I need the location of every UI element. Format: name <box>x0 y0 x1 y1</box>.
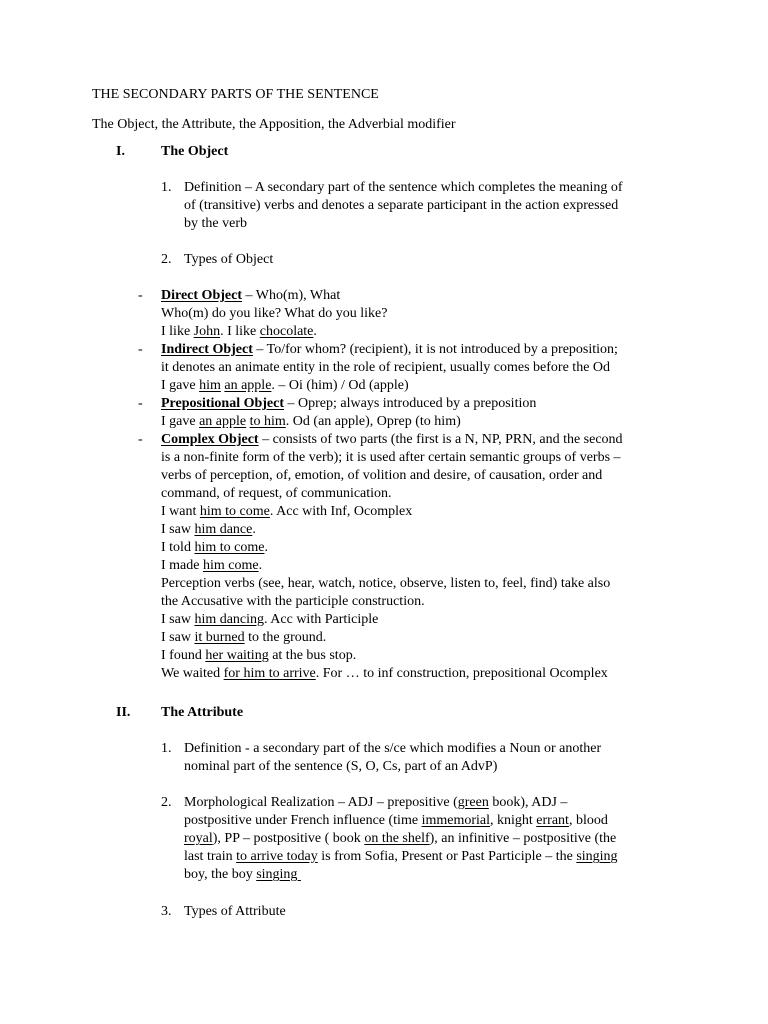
definition-line-2: of (transitive) verbs and denotes a separate participant in the action expressed <box>184 198 619 213</box>
text: I like <box>161 324 194 339</box>
section-1-number: I. <box>116 144 125 159</box>
direct-object-line-2: Who(m) do you like? What do you like? <box>161 306 388 321</box>
prepositional-object-term: Prepositional Object <box>161 396 285 411</box>
text: . <box>258 558 263 573</box>
complex-object-line-3: verbs of perception, of, emotion, of volition and desire, of causation, order and <box>161 468 603 483</box>
example-line <box>161 665 608 683</box>
perception-line-2: the Accusative with the participle construction. <box>161 594 425 609</box>
example-line <box>161 647 356 665</box>
definition-line-3: by the verb <box>184 216 247 231</box>
text: is from Sofia, Present or Past Participle – the <box>317 849 577 864</box>
section-2-number: II. <box>116 705 131 720</box>
text: I saw <box>161 612 195 627</box>
realization-line-1 <box>184 794 567 812</box>
text: I want <box>161 504 200 519</box>
item-1-number: 1. <box>161 741 172 756</box>
text: I told <box>161 540 195 555</box>
example-line <box>161 503 412 521</box>
text: , knight <box>490 813 537 828</box>
attribute-definition-line-2: nominal part of the sentence (S, O, Cs, part of an AdvP) <box>184 759 498 774</box>
realization-line-3 <box>184 830 616 848</box>
bullet-dash: - <box>138 396 143 411</box>
underlined-text: him dance <box>194 522 253 537</box>
direct-object-term: Direct Object <box>161 288 242 303</box>
underlined-text: it burned <box>194 630 245 645</box>
section-2-heading: The Attribute <box>161 705 244 720</box>
text: . Acc with Inf, Ocomplex <box>269 504 413 519</box>
text: I made <box>161 558 203 573</box>
underlined-text: her waiting <box>205 648 269 663</box>
indirect-object-line-2: it denotes an animate entity in the role of recipient, usually comes before the Od <box>161 360 611 375</box>
direct-object-text: – Who(m), What <box>241 288 341 303</box>
text: . <box>252 522 256 537</box>
item-2-number: 2. <box>161 252 172 267</box>
underlined-text: an apple <box>224 378 272 393</box>
text: last train <box>184 849 237 864</box>
underlined-text: him dancing <box>194 612 265 627</box>
document-title: THE SECONDARY PARTS OF THE SENTENCE <box>92 87 379 102</box>
underlined-text: singing <box>256 867 301 882</box>
underlined-text: him come <box>202 558 259 573</box>
text: postpositive under French influence (time <box>184 813 422 828</box>
text: at the bus stop. <box>268 648 357 663</box>
text: , blood <box>568 813 608 828</box>
complex-object-line-4: command, of request, of communication. <box>161 486 392 501</box>
prepositional-object-line-2 <box>161 413 461 431</box>
text: . <box>264 540 268 555</box>
underlined-text: singing <box>576 849 618 864</box>
text: ), PP – postpositive ( book <box>212 831 365 846</box>
indirect-object-line-1 <box>161 341 618 359</box>
text: . Od (an apple), Oprep (to him) <box>285 414 461 429</box>
section-1-heading: The Object <box>161 144 229 159</box>
direct-object-line-3 <box>161 323 317 341</box>
text: – Oprep; always introduced by a preposition <box>284 396 537 411</box>
definition-line-1: Definition – A secondary part of the sentence which completes the meaning of <box>184 180 623 195</box>
realization-line-5 <box>184 866 301 884</box>
text: – consists of two parts (the first is a N, NP, PRN, and the second <box>258 432 623 447</box>
example-line <box>161 611 378 629</box>
item-1-number: 1. <box>161 180 172 195</box>
underlined-text: John <box>193 324 221 339</box>
text: I found <box>161 648 206 663</box>
underlined-text: to him <box>249 414 286 429</box>
underlined-text: to arrive today <box>236 849 318 864</box>
underlined-text: on the shelf <box>364 831 430 846</box>
example-line <box>161 557 262 575</box>
text: I saw <box>161 630 195 645</box>
types-of-attribute: Types of Attribute <box>184 904 286 919</box>
text: Morphological Realization – ADJ – prepositive ( <box>184 795 458 810</box>
bullet-dash: - <box>138 342 143 357</box>
attribute-definition-line-1: Definition - a secondary part of the s/ce which modifies a Noun or another <box>184 741 602 756</box>
complex-object-line-1 <box>161 431 623 449</box>
example-line <box>161 629 326 647</box>
text: – To/for whom? (recipient), it is not introduced by a preposition; <box>252 342 618 357</box>
bullet-dash: - <box>138 288 143 303</box>
text: I gave <box>161 378 200 393</box>
text: I gave <box>161 414 200 429</box>
text: . For … to inf construction, prepositional Ocomplex <box>315 666 608 681</box>
text: . – Oi (him) / Od (apple) <box>271 378 409 393</box>
text: ), an infinitive – postpositive (the <box>429 831 617 846</box>
underlined-text: chocolate <box>259 324 314 339</box>
text: . I like <box>220 324 260 339</box>
complex-object-line-2: is a non-finite form of the verb); it is used after certain semantic groups of verbs – <box>161 450 621 465</box>
underlined-text: him to come <box>199 504 270 519</box>
text: to the ground. <box>244 630 327 645</box>
underlined-text: green <box>457 795 489 810</box>
realization-line-4 <box>184 848 618 866</box>
underlined-text: him to come <box>194 540 265 555</box>
text: . Acc with Participle <box>264 612 379 627</box>
text: book), ADJ – <box>488 795 568 810</box>
text: We waited <box>161 666 224 681</box>
underlined-text: for him to arrive <box>223 666 316 681</box>
indirect-object-term: Indirect Object <box>161 342 253 357</box>
example-line <box>161 539 268 557</box>
text: . <box>313 324 317 339</box>
underlined-text: him <box>199 378 221 393</box>
direct-object-line-1 <box>161 287 340 305</box>
example-line <box>161 521 256 539</box>
item-3-number: 3. <box>161 904 172 919</box>
underlined-text: an apple <box>199 414 247 429</box>
realization-line-2 <box>184 812 608 830</box>
text: boy, the boy <box>184 867 257 882</box>
text: I saw <box>161 522 195 537</box>
complex-object-term: Complex Object <box>161 432 259 447</box>
document-subtitle: The Object, the Attribute, the Apposition, the Adverbial modifier <box>92 117 456 132</box>
underlined-text: errant <box>536 813 569 828</box>
bullet-dash: - <box>138 432 143 447</box>
perception-line-1: Perception verbs (see, hear, watch, notice, observe, listen to, feel, find) take also <box>161 576 611 591</box>
item-2-number: 2. <box>161 795 172 810</box>
underlined-text: royal <box>184 831 213 846</box>
underlined-text: immemorial <box>421 813 490 828</box>
prepositional-object-line-1 <box>161 395 536 413</box>
indirect-object-line-3 <box>161 377 409 395</box>
types-of-object: Types of Object <box>184 252 274 267</box>
